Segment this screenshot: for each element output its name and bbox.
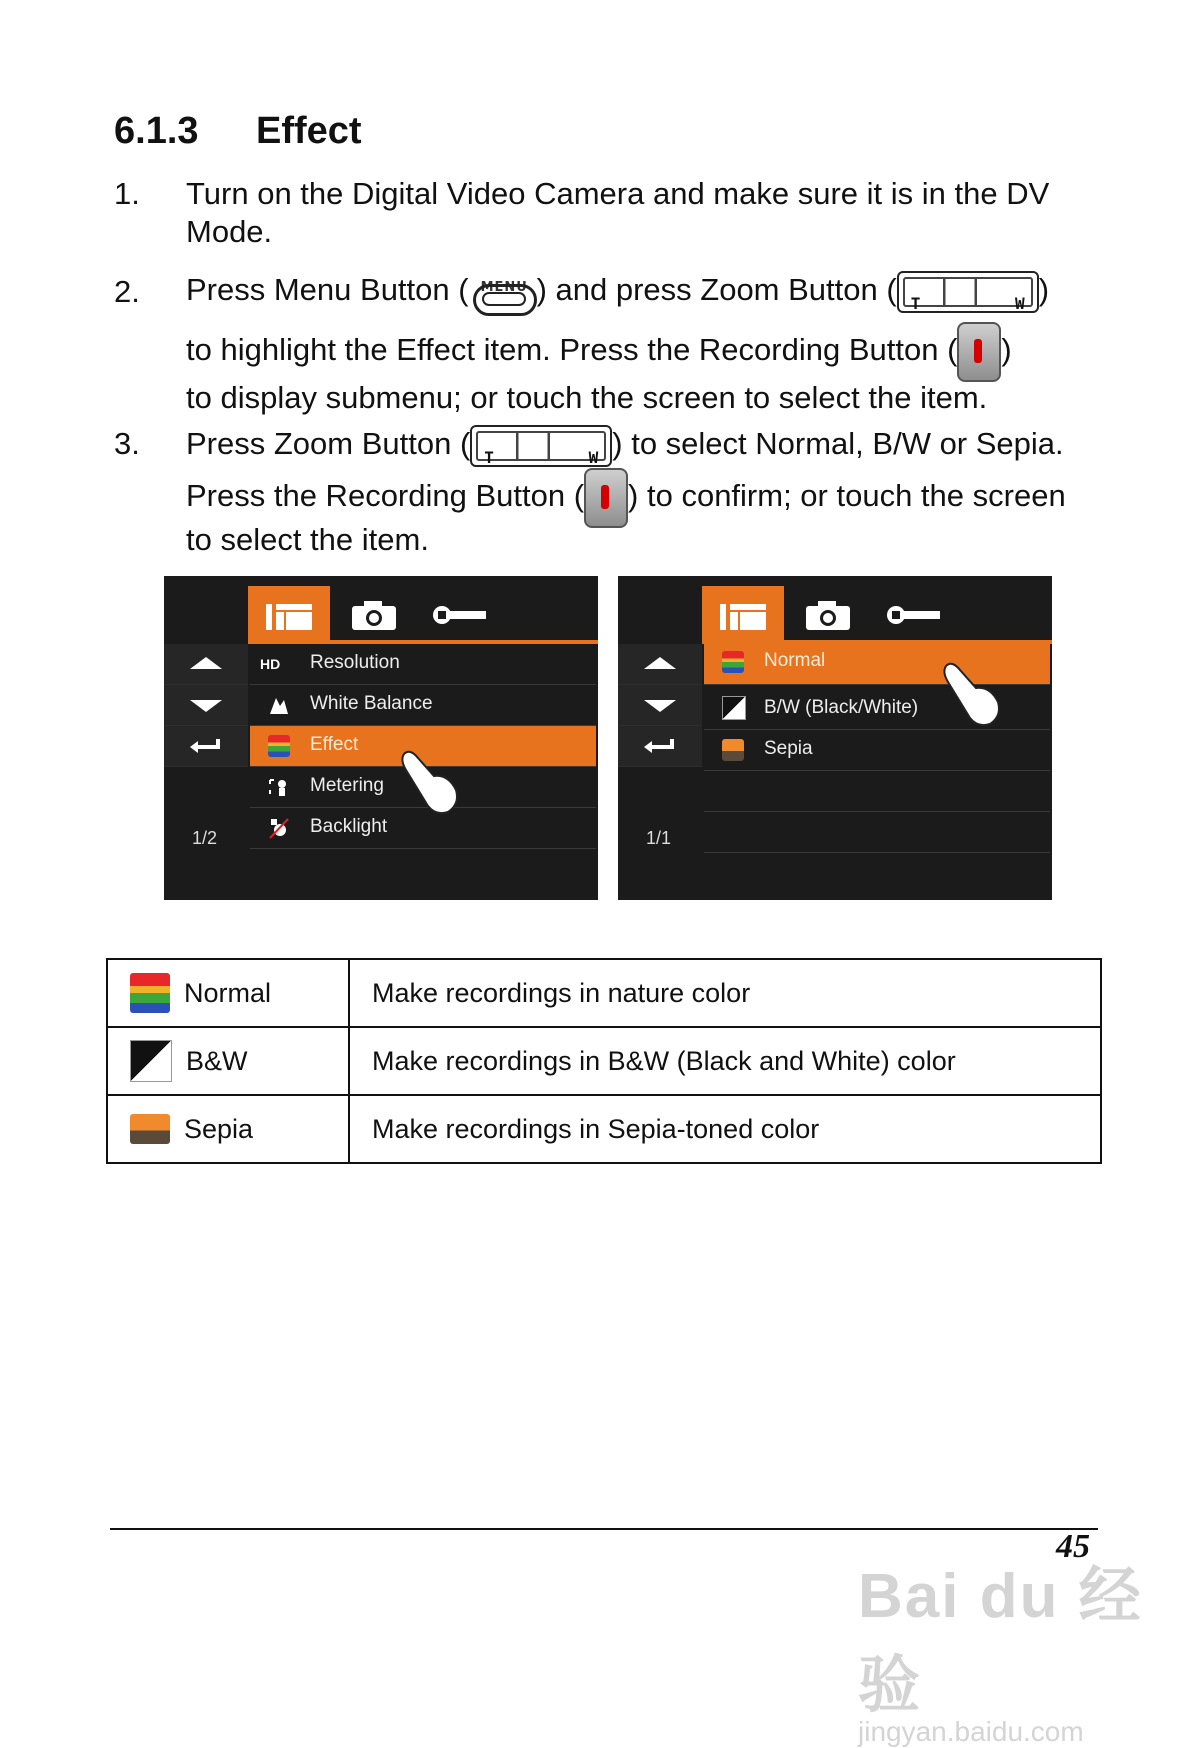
record-button-icon xyxy=(957,322,1001,382)
menu-item-label: Metering xyxy=(310,775,384,796)
table-cell: Make recordings in B&W (Black and White) color xyxy=(349,1027,1101,1095)
step-text: ) xyxy=(1001,332,1012,368)
normal-color-icon xyxy=(130,973,170,1013)
step-text: ) to confirm; or touch the screen xyxy=(628,478,1066,514)
arrow-up-icon xyxy=(188,655,224,673)
step-text: to select the item. xyxy=(186,522,429,557)
hd-icon: HD xyxy=(260,656,281,672)
step-text: Mode. xyxy=(186,214,273,249)
back-button[interactable] xyxy=(618,726,702,767)
watermark-brand: Bai du 经验 xyxy=(858,1562,1143,1720)
zoom-button-icon xyxy=(897,271,1039,313)
step-text: Press Menu Button ( xyxy=(186,272,469,308)
metering-icon xyxy=(268,776,290,798)
step-number: 1. xyxy=(114,176,140,211)
down-button[interactable] xyxy=(618,685,702,726)
option-label: Sepia xyxy=(764,738,813,759)
page-indicator: 1/1 xyxy=(646,828,672,848)
back-button[interactable] xyxy=(164,726,248,767)
page-number: 45 xyxy=(1056,1528,1090,1565)
effect-table xyxy=(106,958,1102,1164)
arrow-up-icon xyxy=(642,655,678,673)
table-cell: Make recordings in nature color xyxy=(349,959,1101,1027)
zoom-w-label: W xyxy=(588,447,599,467)
zoom-t-label: T xyxy=(484,447,494,467)
step-text: Turn on the Digital Video Camera and make sure it is in the DV xyxy=(186,176,1050,211)
menu-label: MENU xyxy=(480,280,528,295)
video-menu-icon xyxy=(718,598,768,632)
menu-item-white-balance[interactable] xyxy=(250,685,596,726)
option-sepia[interactable] xyxy=(704,730,1050,771)
arrow-down-icon xyxy=(188,696,224,714)
page-indicator: 1/2 xyxy=(192,828,218,848)
step-text: Press the Recording Button ( xyxy=(186,478,585,514)
option-label: B/W (Black/White) xyxy=(764,697,919,718)
camera-menu-screen xyxy=(164,576,598,900)
section-heading xyxy=(114,110,362,153)
wrench-icon xyxy=(886,598,946,632)
menu-button-icon xyxy=(469,264,537,320)
effect-submenu-screen xyxy=(618,576,1052,900)
empty-row xyxy=(704,771,1050,812)
watermark xyxy=(858,1546,1191,1748)
step-text: ) xyxy=(1038,272,1050,308)
record-button-icon xyxy=(584,468,628,528)
tab-video-menu[interactable] xyxy=(702,586,784,642)
menu-item-label: Effect xyxy=(310,734,359,755)
table-cell: Sepia xyxy=(184,1113,254,1144)
step-text: Press Zoom Button ( xyxy=(186,426,471,461)
zoom-t-label: T xyxy=(910,294,921,313)
return-icon xyxy=(188,737,224,755)
zoom-button-icon xyxy=(470,425,612,467)
tab-camera[interactable] xyxy=(332,586,414,642)
sepia-icon xyxy=(722,739,744,761)
table-cell: Make recordings in Sepia-toned color xyxy=(349,1095,1101,1163)
table-row xyxy=(107,1027,1101,1095)
effect-icon xyxy=(268,735,290,757)
tab-settings[interactable] xyxy=(870,586,952,642)
menu-item-label: White Balance xyxy=(310,693,433,714)
menu-item-label: Resolution xyxy=(310,652,400,673)
option-label: Normal xyxy=(764,650,826,671)
video-menu-icon xyxy=(264,598,314,632)
down-button[interactable] xyxy=(164,685,248,726)
tab-settings[interactable] xyxy=(416,586,498,642)
table-row xyxy=(107,959,1101,1027)
pointing-hand-icon xyxy=(400,748,462,818)
sepia-icon xyxy=(130,1114,170,1144)
step-text: to display submenu; or touch the screen to select the item. xyxy=(186,380,988,415)
white-balance-icon xyxy=(268,694,290,716)
step-text: ) to select Normal, B/W or Sepia. xyxy=(612,426,1064,461)
empty-row xyxy=(704,812,1050,853)
zoom-w-label: W xyxy=(1015,294,1025,313)
table-row xyxy=(107,1095,1101,1163)
bw-icon xyxy=(130,1040,172,1082)
section-title: Effect xyxy=(256,110,362,152)
pointing-hand-icon xyxy=(942,660,1004,730)
menu-item-resolution[interactable] xyxy=(250,644,596,685)
bw-icon xyxy=(722,696,746,720)
tab-camera[interactable] xyxy=(786,586,868,642)
step-number: 3. xyxy=(114,426,140,461)
step-number: 2. xyxy=(114,274,140,309)
backlight-icon xyxy=(268,817,290,839)
menu-item-label: Backlight xyxy=(310,816,388,837)
table-cell: Normal xyxy=(184,977,272,1008)
watermark-url: jingyan.baidu.com xyxy=(858,1716,1084,1747)
return-icon xyxy=(642,737,678,755)
wrench-icon xyxy=(432,598,492,632)
camera-icon xyxy=(348,598,398,632)
step-text: ) and press Zoom Button ( xyxy=(536,272,897,308)
step-text: to highlight the Effect item. Press the Recording Button ( xyxy=(186,332,958,368)
up-button[interactable] xyxy=(164,644,248,685)
normal-color-icon xyxy=(722,651,744,673)
section-number: 6.1.3 xyxy=(114,110,199,152)
tab-video-menu[interactable] xyxy=(248,586,330,642)
table-cell: B&W xyxy=(186,1045,248,1076)
footer-divider xyxy=(110,1528,1098,1530)
up-button[interactable] xyxy=(618,644,702,685)
arrow-down-icon xyxy=(642,696,678,714)
camera-icon xyxy=(802,598,852,632)
